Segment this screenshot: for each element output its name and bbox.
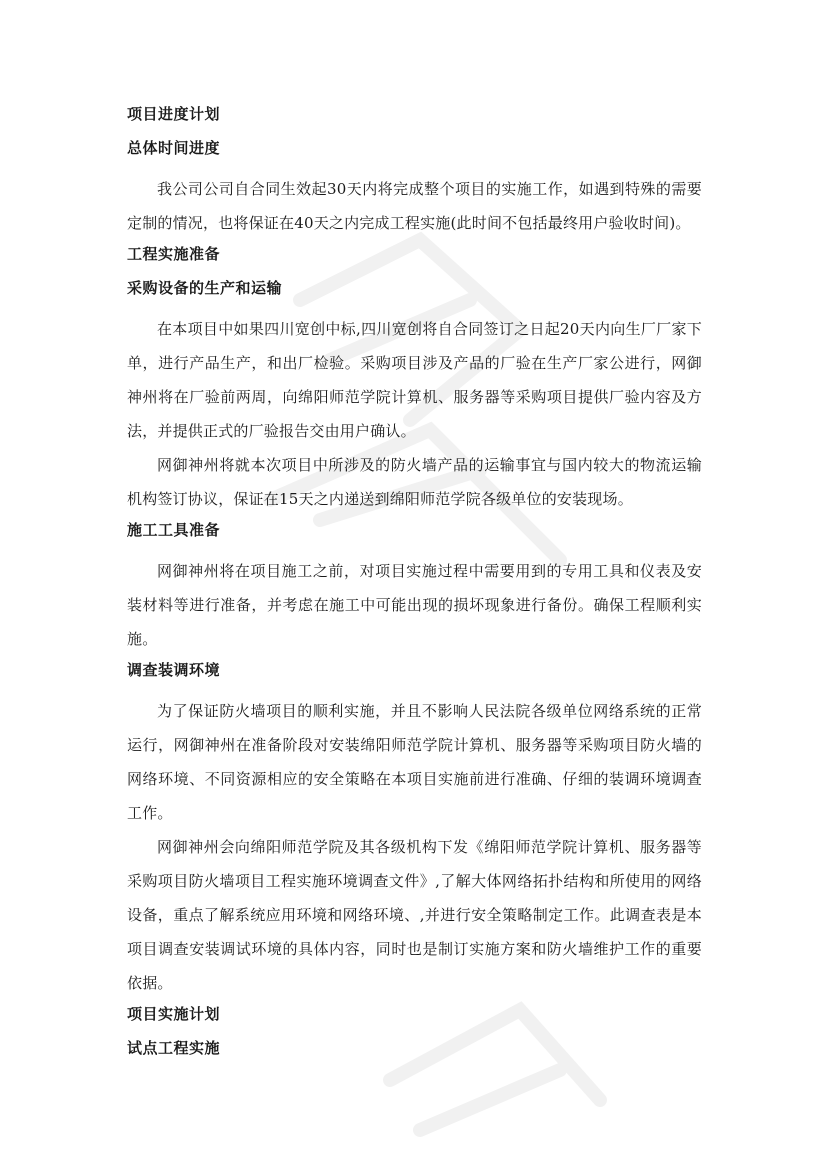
paragraph-tools-prep: 网御神州将在项目施工之前，对项目实施过程中需要用到的专用工具和仪表及安装材料等进行准备，并考虑在施工中可能出现的损坏现象进行备份。确保工程顺利实施。: [127, 562, 702, 648]
paragraph-transport: 网御神州将就本次项目中所涉及的防火墙产品的运输事宜与国内较大的物流运输机构签订协议，保证在15天之内递送到绵阳师范学院各级单位的安装现场。: [127, 456, 702, 508]
paragraph-procurement-production: 在本项目中如果四川宽创中标,四川宽创将自合同签订之日起20天内向生厂厂家下单，进行产品生产，和出厂检验。采购项目涉及产品的厂验在生产厂家公进行，网御神州将在厂验前两周，向绵阳师范学院计算机、服务器等采购项目提供厂验内容及方法，并提供正式的厂验报告交由用户确认。: [127, 320, 702, 440]
paragraph-overall-timeline: 我公司公司自合同生效起30天内将完成整个项目的实施工作，如遇到特殊的需要定制的情况，也将保证在40天之内完成工程实施(此时间不包括最终用户验收时间)。: [127, 180, 702, 232]
document-body: [127, 104, 702, 1072]
paragraph-environment-survey: 为了保证防火墙项目的顺利实施，并且不影响人民法院各级单位网络系统的正常运行，网御神州在准备阶段对安装绵阳师范学院计算机、服务器等采购项目防火墙的网络环境、不同资源相应的安全策略在本项目实施前进行准确、仔细的装调环境调查工作。: [127, 702, 702, 822]
heading-implementation-plan: 项目实施计划: [127, 1005, 221, 1023]
heading-pilot-implementation: 试点工程实施: [127, 1039, 221, 1057]
paragraph-survey-document: 网御神州会向绵阳师范学院及其各级机构下发《绵阳师范学院计算机、服务器等采购项目防火墙项目工程实施环境调查文件》,了解大体网络拓扑结构和所使用的网络设备，重点了解系统应用环境和网络环境、,并进行安全策略制定工作。此调查表是本项目调查安装调试环境的具体内容，同时也是制订实施方案和防火墙维护工作的重要依据。: [127, 838, 702, 992]
heading-implementation-prep: 工程实施准备: [127, 245, 221, 263]
heading-project-schedule: 项目进度计划: [127, 105, 221, 123]
heading-procurement-production: 采购设备的生产和运输: [127, 279, 283, 297]
heading-tools-prep: 施工工具准备: [127, 521, 221, 539]
heading-environment-survey: 调查装调环境: [127, 661, 221, 679]
heading-overall-timeline: 总体时间进度: [127, 139, 221, 157]
